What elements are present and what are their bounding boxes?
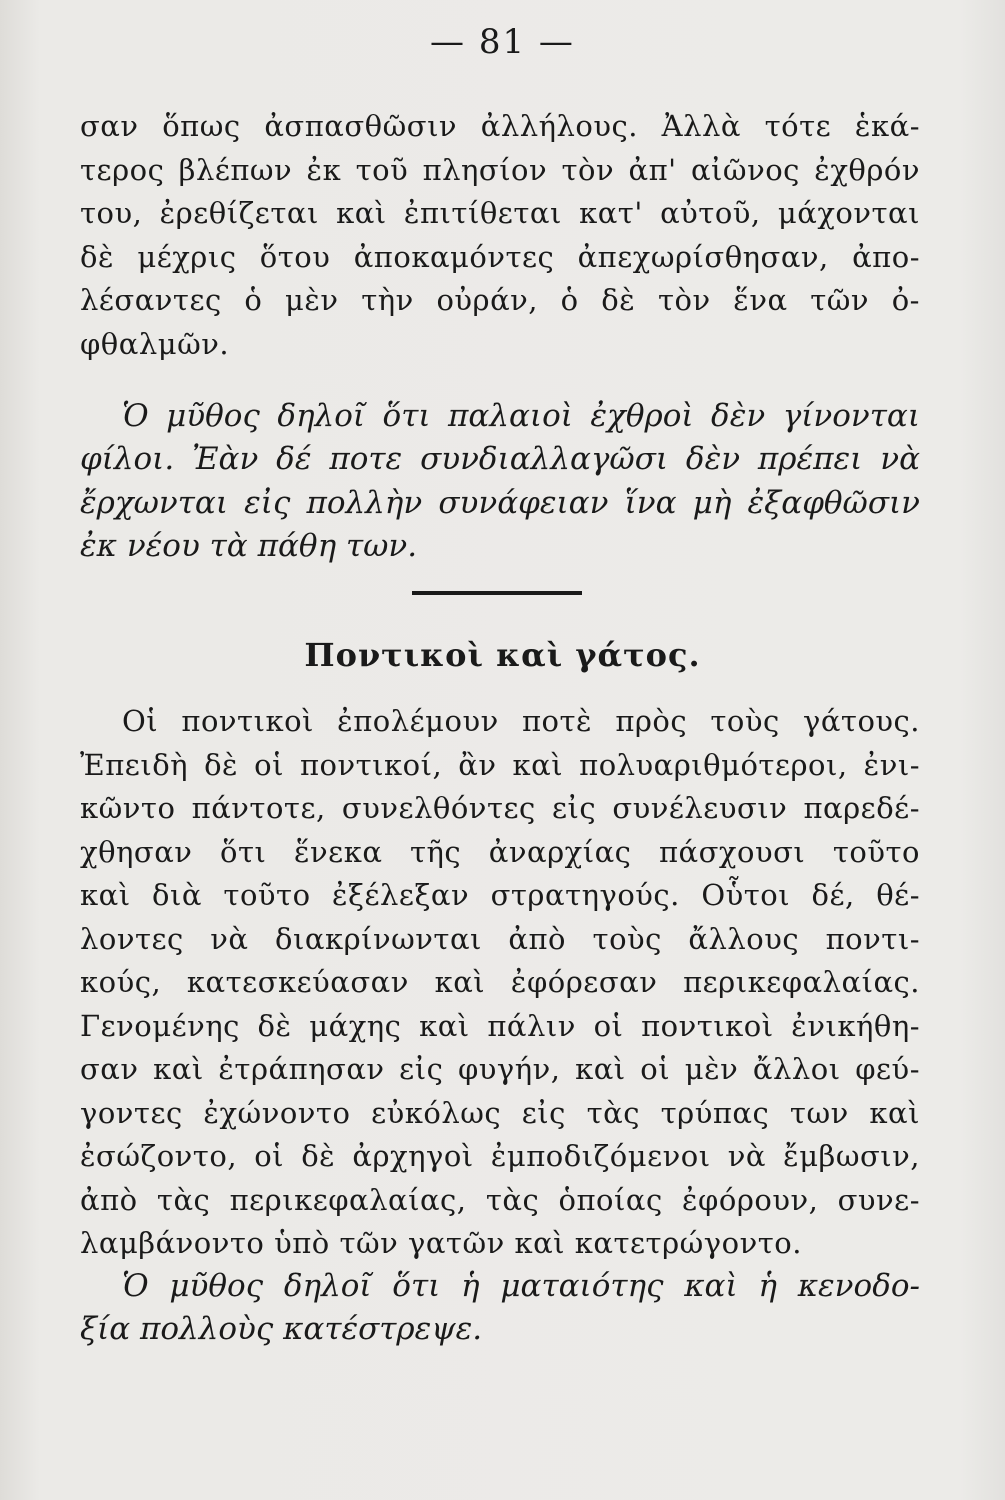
paragraph-line: γοντες ἐχώνοντο εὐκόλως εἰς τὰς τρύπας των καὶ (80, 1095, 920, 1130)
paragraph-line: του, ἐρεθίζεται καὶ ἐπιτίθεται κατ' αὐτοῦ, μάχονται (80, 196, 920, 230)
moral-line: φίλοι. Ἐὰν δέ ποτε συνδιαλλαγῶσι δὲν πρέπει νὰ (80, 441, 920, 478)
moral-line: Ὁ μῦθος δηλοῖ ὅτι ἡ ματαιότης καὶ ἡ κενοδο- (122, 1268, 920, 1304)
paragraph-line: λοντες νὰ διακρίνωνται ἀπὸ τοὺς ἄλλους ποντι- (80, 921, 920, 956)
page-number: — 81 — (430, 22, 575, 62)
paragraph-line: Οἱ ποντικοὶ ἐπολέμουν ποτὲ πρὸς τοὺς γάτους. (122, 704, 920, 738)
moral-2 (80, 1265, 920, 1352)
paragraph-line: ἀπὸ τὰς περικεφαλαίας, τὰς ὁποίας ἐφόρουν, συνε- (80, 1182, 920, 1217)
fable-title: Ποντικοὶ καὶ γάτος. (304, 636, 701, 674)
paragraph-line: λαμβάνοντο ὑπὸ τῶν γατῶν καὶ κατετρώγοντο. (80, 1226, 802, 1260)
paragraph-line: ἐσώζοντο, οἱ δὲ ἀρχηγοὶ ἐμποδιζόμενοι νὰ ἔμβωσιν, (80, 1139, 920, 1173)
paragraph-line: φθαλμῶν. (80, 326, 230, 361)
moral-line: Ὁ μῦθος δηλοῖ ὅτι παλαιοὶ ἐχθροὶ δὲν γίνονται (122, 398, 920, 434)
moral-line: ἔρχωνται εἰς πολλὴν συνάφειαν ἵνα μὴ ἐξαφθῶσιν (80, 484, 920, 521)
moral-1 (80, 395, 920, 568)
paragraph-line: δὲ μέχρις ὅτου ἀποκαμόντες ἀπεχωρίσθησαν, ἀπο- (80, 239, 920, 274)
paragraph-line: τερος βλέπων ἐκ τοῦ πλησίον τὸν ἀπ' αἰῶνος ἐχθρόν (80, 152, 920, 187)
paragraph-line: καὶ διὰ τοῦτο ἐξέλεξαν στρατηγούς. Οὗτοι δέ, θέ- (80, 878, 920, 912)
paragraph-line: Ἐπειδὴ δὲ οἱ ποντικοί, ἂν καὶ πολυαριθμότεροι, ἐνι- (80, 747, 920, 782)
paragraph-line: κούς, κατεσκεύασαν καὶ ἐφόρεσαν περικεφαλαίας. (80, 965, 920, 999)
paragraph-line: λέσαντες ὁ μὲν τὴν οὐράν, ὁ δὲ τὸν ἕνα τῶν ὀ- (80, 283, 920, 317)
paragraph-line: σαν καὶ ἐτράπησαν εἰς φυγήν, καὶ οἱ μὲν ἄλλοι φεύ- (80, 1052, 920, 1086)
section-divider (412, 591, 582, 595)
paragraph-line: σαν ὅπως ἀσπασθῶσιν ἀλλήλους. Ἀλλὰ τότε ἑκά- (80, 109, 920, 143)
paragraph-2 (80, 700, 920, 1266)
paragraph-line: χθησαν ὅτι ἕνεκα τῆς ἀναρχίας πάσχουσι τοῦτο (80, 834, 920, 869)
moral-line: ξία πολλοὺς κατέστρεψε. (80, 1311, 483, 1348)
paragraph-line: κῶντο πάντοτε, συνελθόντες εἰς συνέλευσιν παρεδέ- (80, 791, 920, 825)
paragraph-1 (80, 105, 920, 366)
moral-line: ἐκ νέου τὰ πάθη των. (80, 527, 418, 564)
paragraph-line: Γενομένης δὲ μάχης καὶ πάλιν οἱ ποντικοὶ ἐνικήθη- (80, 1008, 920, 1043)
